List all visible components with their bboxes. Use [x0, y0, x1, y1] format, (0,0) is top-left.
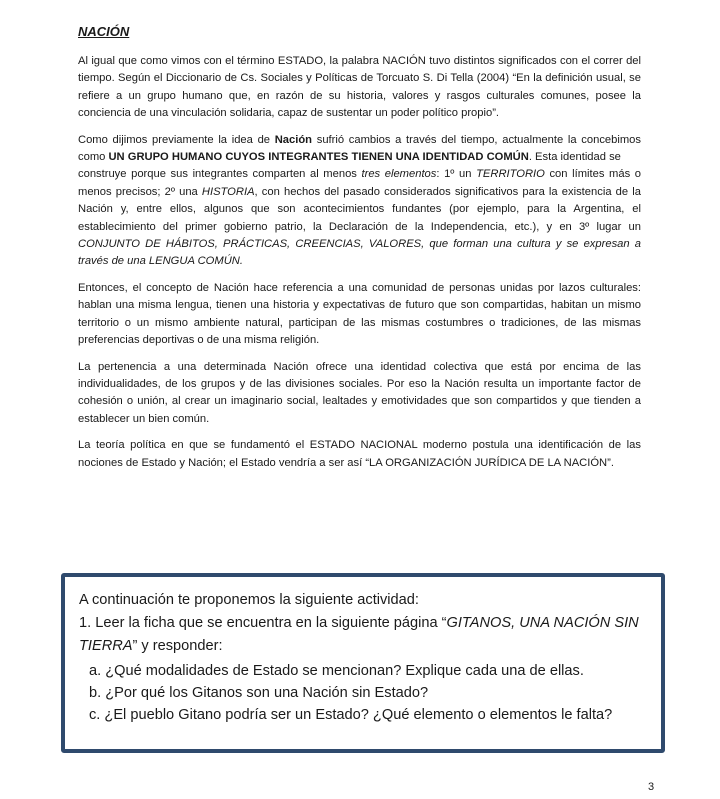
activity-intro: A continuación te proponemos la siguiente actividad:: [79, 592, 419, 608]
page-number: 3: [648, 781, 655, 793]
text-run: Como dijimos previamente la idea de: [78, 133, 275, 146]
paragraph-community: Entonces, el concepto de Nación hace referencia a una comunidad de personas unidas por lazos culturales: hablan una misma lengua, tienen una historia y expectativas de futuro que son compartidas, habitan un mismo territorio o un mismo ambiente natural, participan de las mismas costumbres o tradiciones, de las mismas preferencias deportivas o de una misma religión.: [78, 281, 641, 347]
italic-historia: HISTORIA: [201, 185, 255, 198]
paragraph-political-theory: La teoría política en que se fundamentó el ESTADO NACIONAL moderno postula una identificación de las nociones de Estado y Nación; el Estado vendría a ser así “LA ORGANIZACIÓN JURÍDICA DE LA NACIÓN”.: [78, 439, 641, 469]
paragraph-elements: [78, 166, 641, 270]
text-run: . Esta identidad se: [528, 151, 621, 164]
question-a: a. ¿Qué modalidades de Estado se mencionan? Explique cada una de ellas.: [89, 663, 584, 679]
text-run: sufrió cambios a través del tiempo, actualmente la concebimos como: [78, 133, 641, 164]
activity-box: [61, 573, 665, 753]
text-run: , con hechos del pasado considerados significativos para la existencia de la Nación y, entre ellos, algunos que son acontecimientos fundantes (por ejemplo, para la Argentina, el establecimiento del primer gobierno patrio, la Declaración de la Independencia, etc.), y en 3º lugar un: [78, 185, 641, 233]
paragraph-concept: [78, 132, 641, 167]
activity-item-1: [79, 612, 639, 658]
activity-content: [79, 589, 639, 726]
italic-reading-title: GITANOS, UNA NACIÓN SIN TIERRA: [79, 615, 639, 654]
question-b: b. ¿Por qué los Gitanos son una Nación sin Estado?: [89, 685, 429, 701]
text-run: : 1º un: [436, 168, 477, 181]
bold-definition: UN GRUPO HUMANO CUYOS INTEGRANTES TIENEN UNA IDENTIDAD COMÚN: [108, 151, 529, 164]
text-run: con límites más o menos precisos; 2º una: [78, 168, 642, 198]
italic-conjunto: CONJUNTO DE HÁBITOS, PRÁCTICAS, CREENCIAS, VALORES, que forman una cultura y se expresan a través de una LENGUA COMÚN.: [78, 238, 641, 268]
question-list: [79, 660, 639, 726]
text-run: construye porque sus integrantes comparten al menos: [78, 168, 362, 181]
text-run: 1. Leer la ficha que se encuentra en la siguiente página “: [79, 615, 447, 631]
bold-term-nacion: Nación: [274, 133, 313, 146]
question-c: c. ¿El pueblo Gitano podría ser un Estado? ¿Qué elemento o elementos le falta?: [89, 707, 613, 723]
section-title: NACIÓN: [78, 24, 130, 39]
italic-territorio: TERRITORIO: [476, 168, 545, 181]
paragraph-identity: La pertenencia a una determinada Nación ofrece una identidad colectiva que está por encima de las individualidades, de los grupos y de las divisiones sociales. Por eso la Nación resulta un importante factor de cohesión o unión, al crear un imaginario social, lealtades y emotividades que son compartidos y que tienden a establecer un bien común.: [78, 360, 641, 425]
italic-three-elements: tres elementos: [361, 168, 437, 181]
document-body: [78, 53, 641, 481]
paragraph-definition: Al igual que como vimos con el término ESTADO, la palabra NACIÓN tuvo distintos significados con el correr del tiempo. Según el Diccionario de Cs. Sociales y Políticas de Torcuato S. Di Tella (2004) “En la definición usual, se refiere a un grupo humano que, en razón de su historia, valores y rasgos culturales comunes, posee la conciencia de una vinculación solidaria, capaz de sustentar un poder político propio”.: [78, 55, 641, 120]
text-run: ” y responder:: [132, 638, 223, 654]
